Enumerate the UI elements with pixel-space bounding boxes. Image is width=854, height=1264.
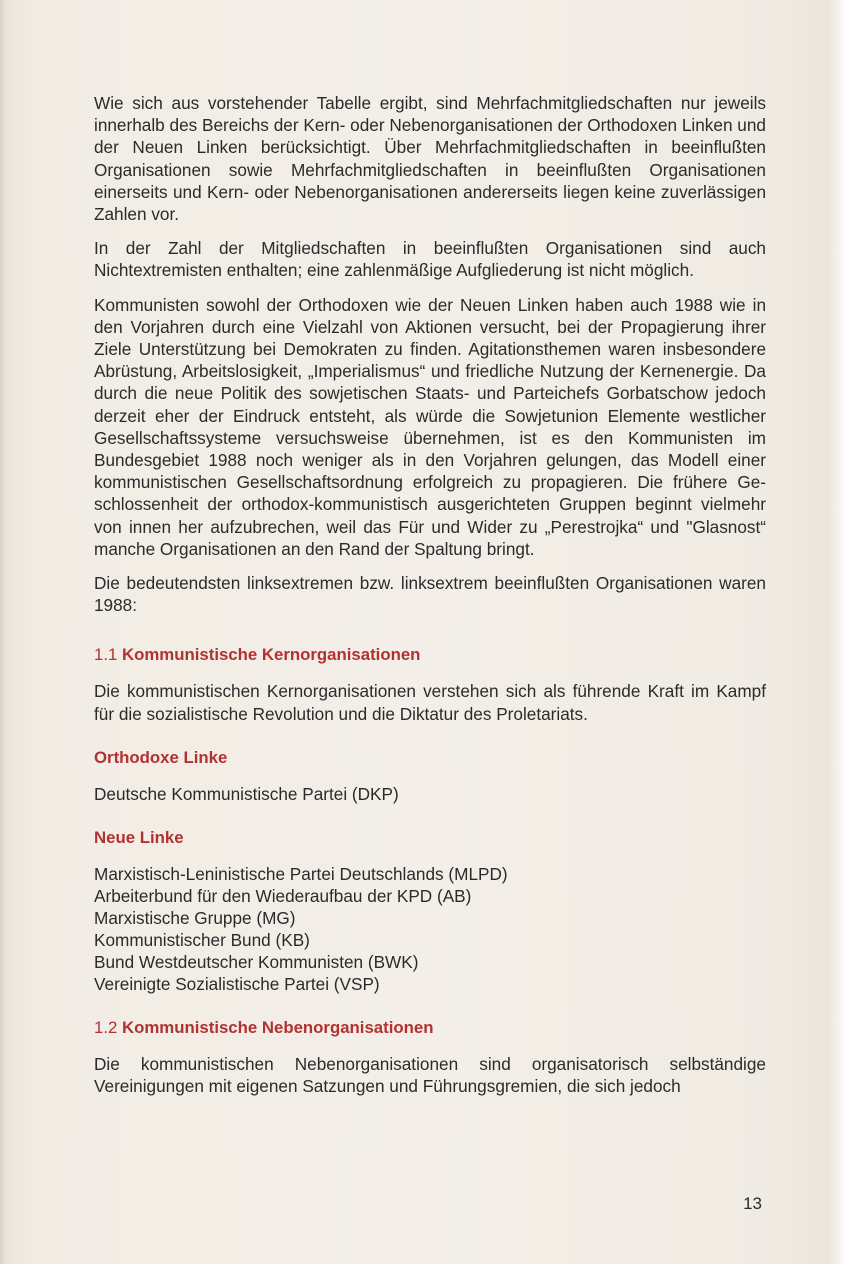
page-content <box>94 92 766 1109</box>
page-margin-right <box>828 0 854 1264</box>
section-heading-nebenorganisationen <box>94 1017 766 1039</box>
section-title: Kommunistische Kernorganisationen <box>122 645 421 665</box>
list-item: Vereinigte Sozialistische Partei (VSP) <box>94 973 380 994</box>
page-shadow-left <box>0 0 6 1264</box>
page-number: 13 <box>743 1194 762 1213</box>
list-item: Bund Westdeutscher Kommunisten (BWK) <box>94 951 419 972</box>
section-number: 1.2 <box>94 1017 118 1037</box>
paragraph-kernorganisationen: Die kommunistischen Kernorganisationen verstehen sich als führende Kraft im Kampf für die sozialistische Revolution und die Diktatur des Proletariats. <box>94 681 766 724</box>
new-left-organisation-list <box>94 863 766 995</box>
subheading-neue-linke: Neue Linke <box>94 827 184 847</box>
paragraph-non-extremists: In der Zahl der Mitgliedschaften in beeinflußten Organisationen sind auch Nichtextremisten enthalten; eine zahlenmäßige Aufgliederung ist nicht möglich. <box>94 238 766 281</box>
orthodox-organisation-list <box>94 783 766 805</box>
section-number: 1.1 <box>94 645 118 665</box>
section-title: Kommunistische Nebenorganisationen <box>122 1017 434 1037</box>
paragraph-organisations-intro: Die bedeutendsten linksextremen bzw. linksextrem beeinflußten Organisationen waren 1988: <box>94 573 766 616</box>
section-heading-kernorganisationen <box>94 644 766 666</box>
paragraph-nebenorganisationen: Die kommunistischen Nebenorganisationen sind organisatorisch selbständige Vereinigungen mit eigenen Satzungen und Führungsgremien, die sich jedoch <box>94 1053 766 1097</box>
paragraph-membership-note: Wie sich aus vorstehender Tabelle ergibt, sind Mehrfachmitgliedschaften nur jeweils innerhalb des Bereichs der Kern- oder Nebenorganisationen der Orthodoxen Linken und der Neuen Linken berücksichtigt. Über Mehrfachmitgliedschaften in beeinflußten Organisationen sowie Mehrfachmitgliedschaften in beeinflußten Organisationen einerseits und Kern- oder Nebenorganisationen andererseits liegen keine zuverlässigen Zahlen vor. <box>94 93 766 225</box>
paragraph-communist-actions: Kommunisten sowohl der Orthodoxen wie der Neuen Linken haben auch 1988 wie in den Vorjahren durch eine Vielzahl von Aktionen versucht, bei der Propagierung ihrer Ziele Unterstützung bei Demokraten zu finden. Agitationsthemen waren insbesondere Abrüstung, Arbeitslosigkeit, „Imperialismus“ und friedliche Nutzung der Kernenergie. Da durch die neue Politik des sowjetischen Staats- und Parteichefs Gorbatschow jedoch derzeit eher der Eindruck entsteht, als würde die Sowjetunion Elemente westlicher Gesellschaftssysteme versuchsweise übernehmen, ist es den Kommunisten im Bundesgebiet 1988 noch weniger als in den Vorjahren gelungen, das Modell einer kommunistischen Gesellschaftsordnung erfolgreich zu propagieren. Die frühere Geschlossenheit der orthodox-kommunistisch ausgerichteten Gruppen beginnt vielmehr von innen her aufzubrechen, weil das Für und Wider zu „Perestrojka“ und "Glasnost“ manche Organisationen an den Rand der Spaltung bringt. <box>94 294 766 559</box>
list-item: Deutsche Kommunistische Partei (DKP) <box>94 783 399 804</box>
list-item: Kommunistischer Bund (KB) <box>94 929 310 950</box>
list-item: Marxistisch-Leninistische Partei Deutschlands (MLPD) <box>94 863 508 884</box>
list-item: Arbeiterbund für den Wiederaufbau der KPD (AB) <box>94 885 472 906</box>
subheading-orthodoxe-linke: Orthodoxe Linke <box>94 747 228 767</box>
list-item: Marxistische Gruppe (MG) <box>94 907 296 928</box>
